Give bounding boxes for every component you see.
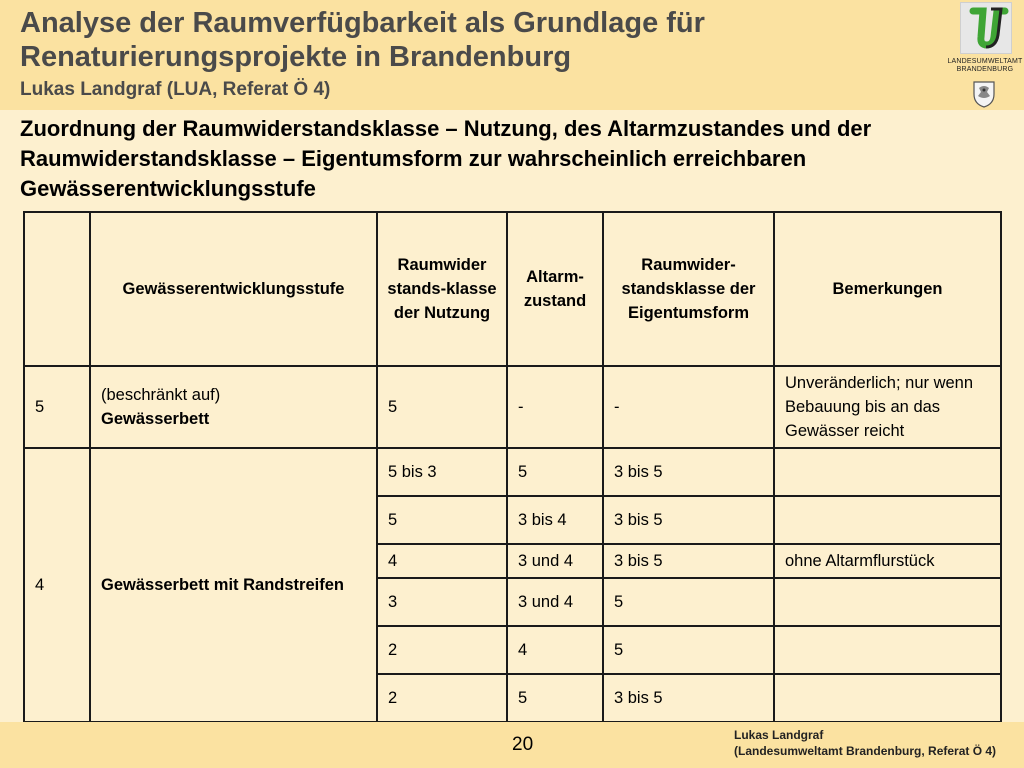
- header-altarmzustand: Altarm-zustand: [507, 212, 603, 366]
- bemerkung-cell: ohne Altarmflurstück: [774, 544, 1001, 578]
- presentation-title: Analyse der Raumverfügbarkeit als Grundlage für Renaturierungsprojekte in Brandenburg: [20, 7, 705, 73]
- altarm-cell: 3 und 4: [507, 544, 603, 578]
- nutzung-cell: 5 bis 3: [377, 448, 507, 496]
- nutzung-cell: 3: [377, 578, 507, 626]
- table-row: [24, 366, 1001, 448]
- bemerkung-cell: [774, 626, 1001, 674]
- nutzung-cell: 4: [377, 544, 507, 578]
- logo-caption-line2: BRANDENBURG: [956, 66, 1014, 73]
- footer-author-block: [734, 727, 996, 759]
- footer-author: Lukas Landgraf: [734, 728, 824, 742]
- stufe-cell: 4: [24, 448, 90, 722]
- header-raumwiderstand-eigentum: Raumwider-standsklasse der Eigentumsform: [603, 212, 774, 366]
- classification-table: [23, 211, 1002, 723]
- table-header-row: [24, 212, 1001, 366]
- nutzung-cell: 2: [377, 674, 507, 722]
- presentation-subtitle: Lukas Landgraf (LUA, Referat Ö 4): [20, 79, 331, 100]
- altarm-cell: 5: [507, 448, 603, 496]
- nutzung-cell: 2: [377, 626, 507, 674]
- footer-organization: (Landesumweltamt Brandenburg, Referat Ö 4): [734, 744, 997, 758]
- stufe-description-cell: [90, 366, 377, 448]
- eigentum-cell: 5: [603, 578, 774, 626]
- stufe-description-cell: Gewässerbett mit Randstreifen: [90, 448, 377, 722]
- header-raumwiderstand-nutzung: Raumwider stands-klasse der Nutzung: [377, 212, 507, 366]
- eigentum-cell: 5: [603, 626, 774, 674]
- altarm-cell: 3 bis 4: [507, 496, 603, 544]
- stufe-description-name: Gewässerbett: [101, 410, 210, 428]
- slide-heading: Zuordnung der Raumwiderstandsklasse – Nutzung, des Altarmzustandes und der Raumwiderstandsklasse – Eigentumsform zur wahrscheinlich erreichbaren Gewässerentwicklungsstufe: [20, 116, 872, 201]
- stufe-description-prefix: (beschränkt auf): [101, 386, 221, 404]
- eigentum-cell: 3 bis 5: [603, 496, 774, 544]
- page-number: 20: [512, 734, 534, 755]
- header-bemerkungen: Bemerkungen: [774, 212, 1001, 366]
- header-empty-cell: [24, 212, 90, 366]
- logo-caption: [940, 58, 1024, 74]
- altarm-cell: 3 und 4: [507, 578, 603, 626]
- bemerkung-cell: [774, 496, 1001, 544]
- eigentum-cell: 3 bis 5: [603, 544, 774, 578]
- bemerkung-cell: [774, 674, 1001, 722]
- eigentum-cell: 3 bis 5: [603, 448, 774, 496]
- bemerkung-cell: Unveränderlich; nur wenn Bebauung bis an das Gewässer reicht: [774, 366, 1001, 448]
- logo-caption-line1: LANDESUMWELTAMT: [947, 58, 1023, 65]
- header-gewaesserentwicklungsstufe: Gewässerentwicklungsstufe: [90, 212, 377, 366]
- bemerkung-cell: [774, 578, 1001, 626]
- bemerkung-cell: [774, 448, 1001, 496]
- nutzung-cell: 5: [377, 496, 507, 544]
- eigentum-cell: 3 bis 5: [603, 674, 774, 722]
- eigentum-cell: -: [603, 366, 774, 448]
- altarm-cell: 4: [507, 626, 603, 674]
- stufe-cell: 5: [24, 366, 90, 448]
- nutzung-cell: 5: [377, 366, 507, 448]
- lua-logo-icon: [961, 3, 1011, 53]
- lua-logo: [960, 2, 1012, 54]
- table-row: [24, 448, 1001, 496]
- brandenburg-crest-icon: [969, 78, 999, 108]
- altarm-cell: 5: [507, 674, 603, 722]
- altarm-cell: -: [507, 366, 603, 448]
